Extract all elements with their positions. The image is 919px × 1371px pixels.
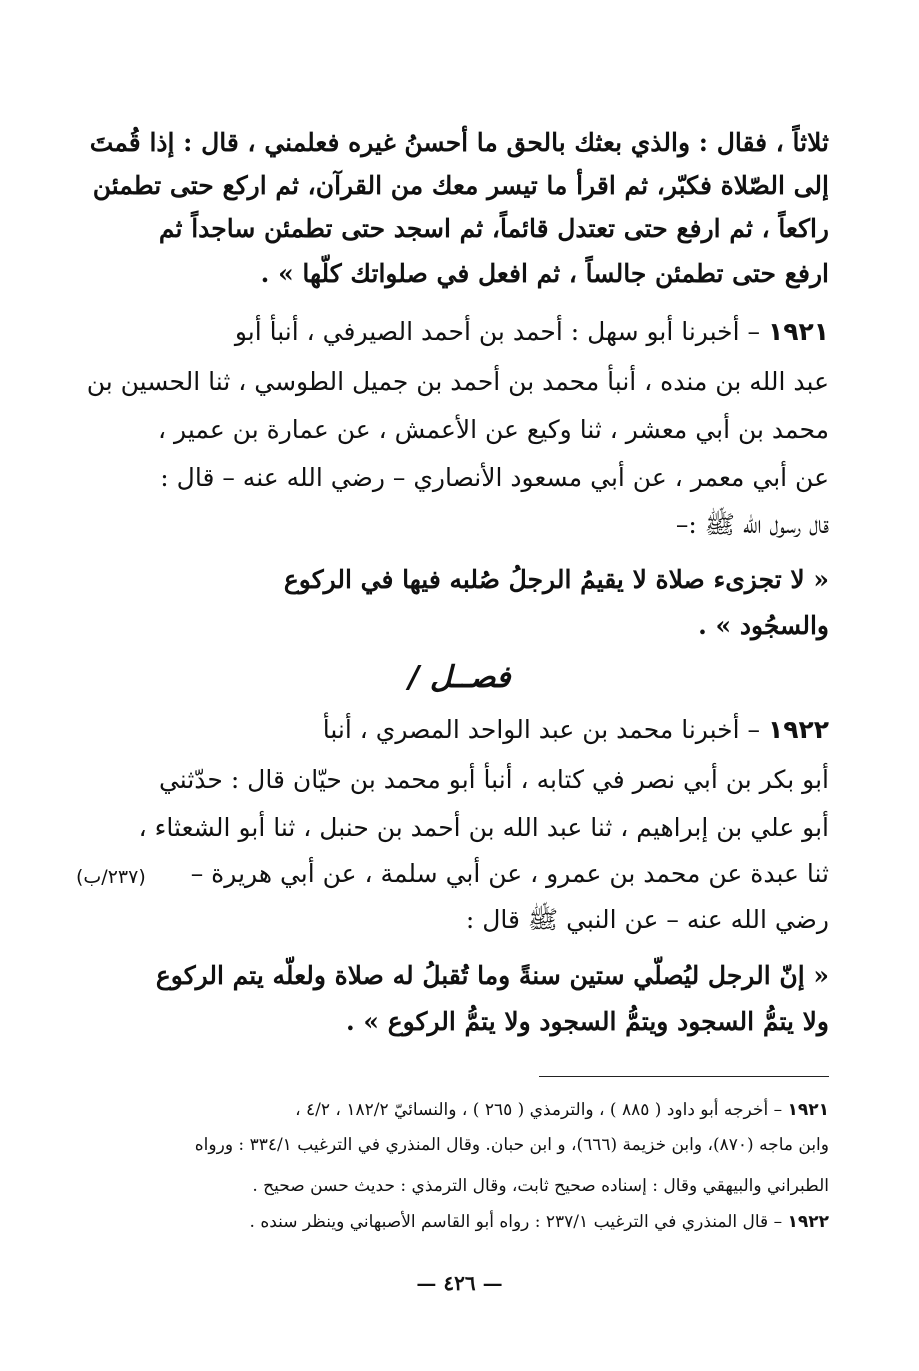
hadith-number-1921: ١٩٢١ — [767, 317, 829, 346]
footnote-1922 — [250, 1208, 829, 1236]
hadith-1922-line-2: أبو بكر بن أبي نصر في كتابه ، أنبأ أبو محمد بن حيّان قال : حدّثني — [158, 765, 829, 794]
hadith-1921-line-3: محمد بن أبي معشر ، ثنا وكيع عن الأعمش ، عن عمارة بن عمير ، — [158, 415, 829, 444]
footnote-1921-line-2: وابن ماجه (٨٧٠)، وابن خزيمة (٦٦٦)، و ابن حبان. وقال المنذري في الترغيب ٣٣٤/١ : ورواه — [194, 1135, 829, 1155]
body-line-3: راكعاً ، ثم ارفع حتى تعتدل قائماً، ثم اسجد حتى تطمئن ساجداً ثم — [158, 214, 829, 243]
hadith-1922-line-4: ثنا عبدة عن محمد بن عمرو ، عن أبي سلمة ، عن أبي هريرة – — [190, 859, 829, 888]
hadith-1922-line-3: أبو علي بن إبراهيم ، ثنا عبد الله بن أحمد بن حنبل ، ثنا أبو الشعثاء ، — [138, 813, 829, 842]
body-line-1: ثلاثاً ، فقال : والذي بعثك بالحق ما أحسنُ غيره فعلمني ، قال : إذا قُمتَ — [89, 128, 829, 157]
hadith-number-1922: ١٩٢٢ — [767, 715, 829, 744]
hadith-1922-text-1: – أخبرنا محمد بن عبد الواحد المصري ، أنبأ — [322, 715, 760, 744]
footnote-1921-line-1 — [295, 1096, 829, 1124]
hadith-1922-quote-2: ولا يتمُّ السجود ويتمُّ السجود ولا يتمُّ الركوع » . — [345, 1007, 829, 1036]
page-number: — ٤٢٦ — — [416, 1271, 503, 1295]
footnote-number-1921: ١٩٢١ — [787, 1100, 829, 1120]
hadith-1921-line-1 — [235, 314, 829, 350]
hadith-1921-line-2: عبد الله بن منده ، أنبأ محمد بن أحمد بن جميل الطوسي ، ثنا الحسين بن — [86, 367, 829, 396]
manuscript-folio-note: (٢٣٧/ب) — [76, 866, 146, 888]
hadith-1922-quote-1: « إنّ الرجل ليُصلّي ستين سنةً وما تُقبلُ له صلاة ولعلّه يتم الركوع — [155, 961, 829, 990]
body-line-4: ارفع حتى تطمئن جالساً ، ثم افعل في صلواتك كلّها » . — [260, 259, 829, 288]
footnote-1921-line-3: الطبراني والبيهقي وقال : إسناده صحيح ثابت، وقال الترمذي : حديث حسن صحيح . — [252, 1176, 829, 1196]
hadith-1922-line-1 — [323, 712, 829, 748]
hadith-1921-line-5: قال رسول الله ﷺ :– — [675, 510, 829, 539]
hadith-1921-line-4: عن أبي معمر ، عن أبي مسعود الأنصاري – رضي الله عنه – قال : — [160, 463, 829, 492]
footnote-separator — [539, 1076, 829, 1077]
footnote-1921-text-1: – أخرجه أبو داود ( ٨٨٥ ) ، والترمذي ( ٢٦٥ ) ، والنسائيّ ١٨٢/٢ ، ٤/٢ ، — [295, 1100, 783, 1120]
hadith-1921-quote-2: والسجُود » . — [698, 611, 829, 640]
body-line-2: إلى الصّلاة فكبّر، ثم اقرأ ما تيسر معك من القرآن، ثم اركع حتى تطمئن — [92, 171, 829, 200]
hadith-1922-line-5: رضي الله عنه – عن النبي ﷺ قال : — [465, 905, 829, 934]
footnote-1922-text: – قال المنذري في الترغيب ٢٣٧/١ : رواه أبو القاسم الأصبهاني وينظر سنده . — [249, 1212, 783, 1232]
section-heading: فصــل / — [408, 660, 511, 695]
hadith-1921-quote-1: « لا تجزىء صلاة لا يقيمُ الرجلُ صُلبه فيها في الركوع — [283, 565, 829, 594]
footnote-number-1922: ١٩٢٢ — [787, 1212, 829, 1232]
hadith-1921-text-1: – أخبرنا أبو سهل : أحمد بن أحمد الصيرفي ، أنبأ أبو — [234, 317, 760, 346]
